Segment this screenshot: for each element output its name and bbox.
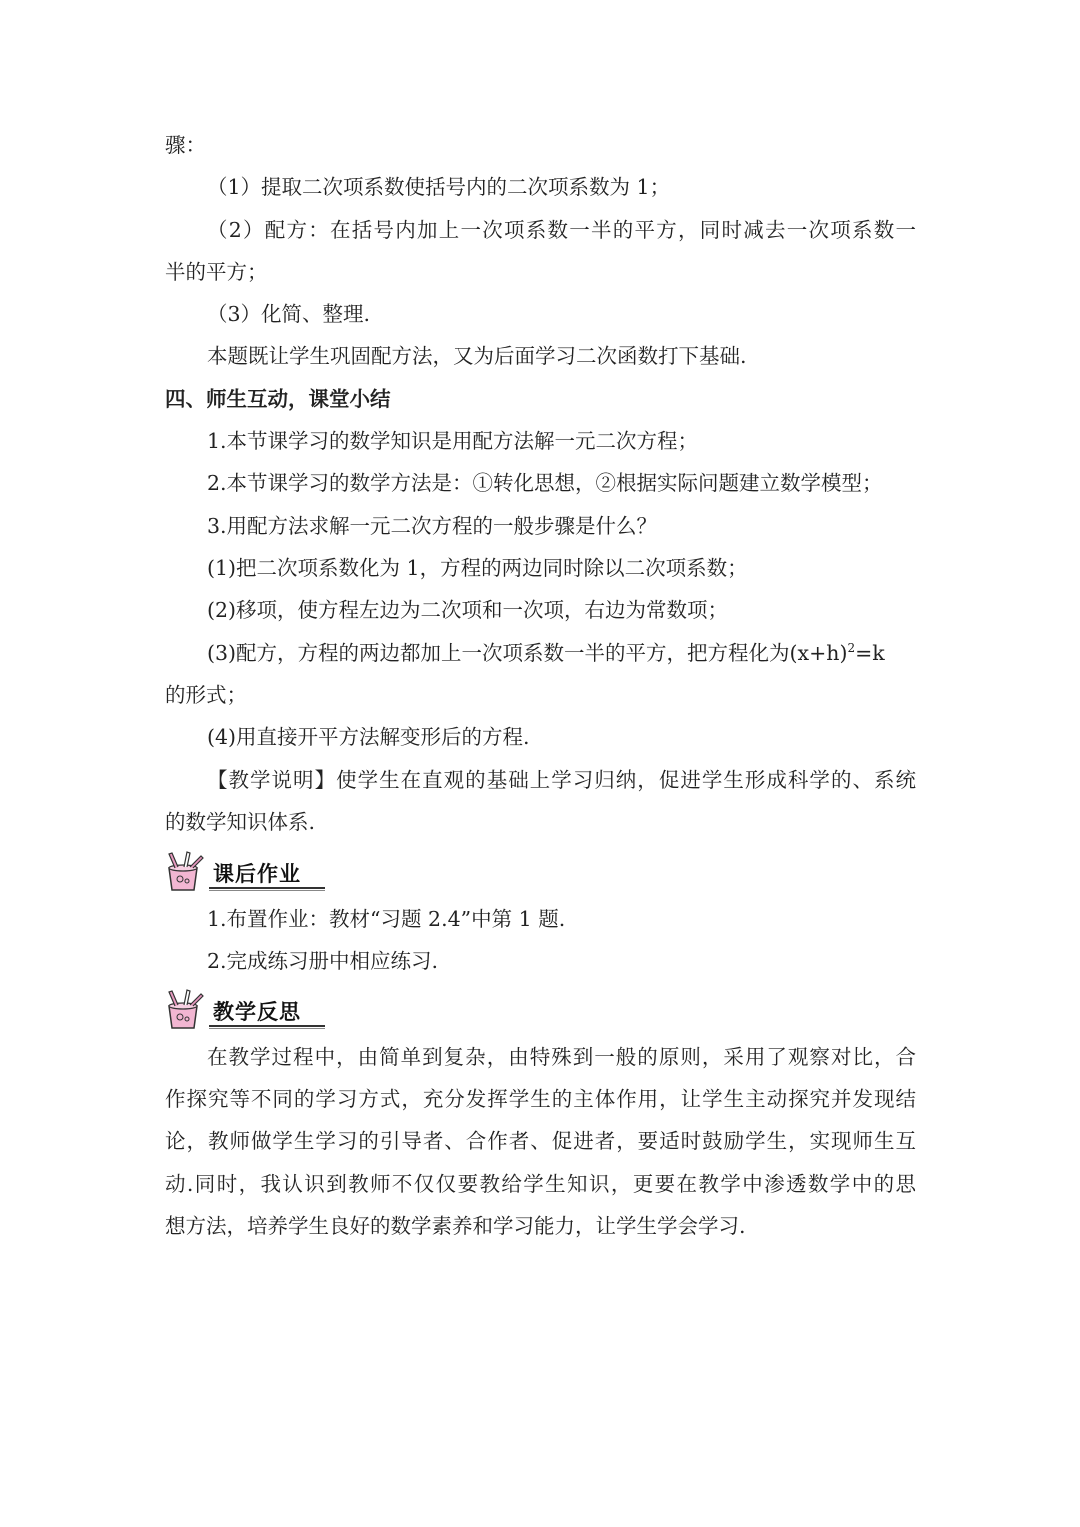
pen-cup-icon [163, 850, 213, 894]
teaching-note-line: 的数学知识体系. [165, 810, 316, 834]
section-heading: 四、师生互动，课堂小结 [165, 387, 391, 411]
pen-cup-icon [163, 988, 213, 1032]
title-underline [209, 890, 325, 891]
summary-line: 2.本节课学习的数学方法是：①转化思想，②根据实际问题建立数学模型； [207, 471, 883, 495]
reflection-line: 作探究等不同的学习方式，充分发挥学生的主体作用，让学生主动探究并发现结 [165, 1087, 916, 1111]
paragraph-line: 半的平方； [165, 260, 268, 284]
paragraph-line: （1）提取二次项系数使括号内的二次项系数为 1； [207, 175, 671, 199]
homework-title: 课后作业 [213, 862, 301, 886]
reflection-line: 想方法，培养学生良好的数学素养和学习能力，让学生学会学习. [165, 1214, 746, 1238]
step-line: (4)用直接开平方法解变形后的方程. [207, 725, 530, 749]
title-underline [209, 1025, 325, 1027]
homework-section-header [163, 850, 328, 894]
step-line: (1)把二次项系数化为 1，方程的两边同时除以二次项系数； [207, 556, 748, 580]
paragraph-line: （3）化简、整理. [207, 302, 371, 326]
step-line: 的形式； [165, 683, 247, 707]
paragraph-line: 骤： [165, 133, 206, 157]
title-underline [209, 1028, 325, 1029]
reflection-line: 动.同时，我认识到教师不仅仅要教给学生知识，更要在教学中渗透数学中的思 [165, 1172, 916, 1196]
reflection-line: 论，教师做学生学习的引导者、合作者、促进者，要适时鼓励学生，实现师生互 [165, 1129, 916, 1153]
exponent: 2 [847, 641, 856, 655]
paragraph-line: 本题既让学生巩固配方法，又为后面学习二次函数打下基础. [207, 344, 747, 368]
step-text: (3)配方，方程的两边都加上一次项系数一半的平方，把方程化为(x+h) [207, 641, 848, 665]
homework-item: 1.布置作业：教材“习题 2.4”中第 1 题. [207, 907, 566, 931]
step-line [207, 638, 885, 668]
homework-item: 2.完成练习册中相应练习. [207, 949, 439, 973]
reflection-title: 教学反思 [213, 1000, 301, 1024]
reflection-section-header [163, 988, 328, 1032]
paragraph-line: （2）配方：在括号内加上一次项系数一半的平方，同时减去一次项系数一 [207, 218, 916, 242]
note-label: 【教学说明】 [207, 768, 337, 792]
reflection-line: 在教学过程中，由简单到复杂，由特殊到一般的原则，采用了观察对比，合 [207, 1045, 916, 1069]
teaching-note [207, 765, 916, 795]
summary-line: 1.本节课学习的数学知识是用配方法解一元二次方程； [207, 429, 699, 453]
note-text: 使学生在直观的基础上学习归纳，促进学生形成科学的、系统 [336, 768, 916, 792]
summary-line: 3.用配方法求解一元二次方程的一般步骤是什么？ [207, 514, 658, 538]
step-text: =k [855, 641, 885, 665]
title-underline [209, 887, 325, 889]
step-line: (2)移项，使方程左边为二次项和一次项，右边为常数项； [207, 598, 729, 622]
